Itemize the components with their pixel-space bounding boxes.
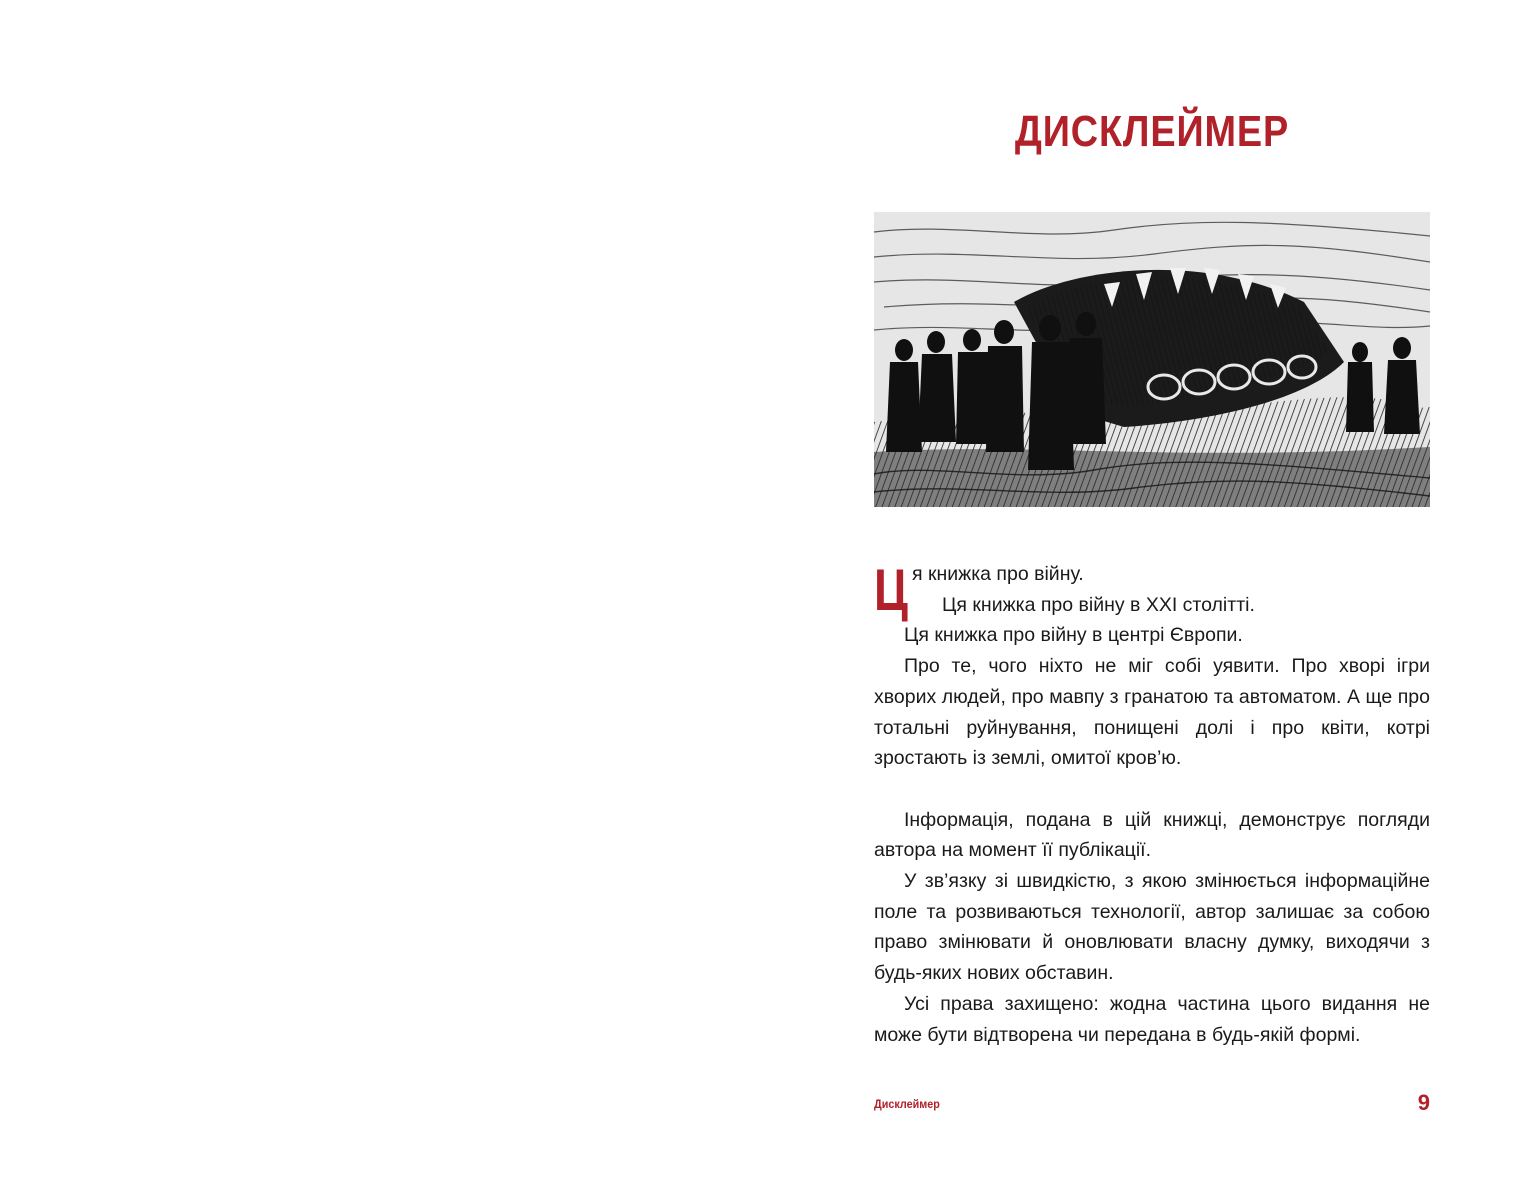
paragraph: У зв’язку зі швидкістю, з якою змінюється інформаційне поле та розвиваються технології, автор залишає за собою право змінювати й оновлювати власну думку, виходячи з будь-яких нових обставин. (874, 870, 1430, 985)
paragraph-gap (874, 774, 1430, 805)
paragraph: Інформація, подана в цій книжці, демонструє погляди автора на момент її публікації. (874, 808, 1430, 862)
right-page (768, 0, 1536, 1182)
running-footer-section: Дисклеймер (874, 1097, 940, 1111)
drop-cap: Ц (874, 558, 908, 623)
body-text (874, 559, 1430, 1050)
paragraph: Ця книжка про війну в центрі Європи. (904, 624, 1243, 647)
paragraph: я книжка про війну. (912, 563, 1084, 585)
paragraph: Про те, чого ніхто не міг собі уявити. Про хворі ігри хворих людей, про мавпу з гранатою та автоматом. А ще про тотальні руйнування, понищені долі і про квіти, котрі зростають із землі, омитої кров’ю. (874, 655, 1430, 770)
page-number: 9 (1417, 1090, 1430, 1115)
paragraph: Усі права захищено: жодна частина цього видання не може бути відтворена чи передана в будь-якій формі. (874, 992, 1430, 1046)
page-title: ДИСКЛЕЙМЕР (1014, 107, 1290, 156)
tank-engraving-illustration (874, 212, 1430, 507)
paragraph: Ця книжка про війну в XXI столітті. (942, 593, 1255, 616)
